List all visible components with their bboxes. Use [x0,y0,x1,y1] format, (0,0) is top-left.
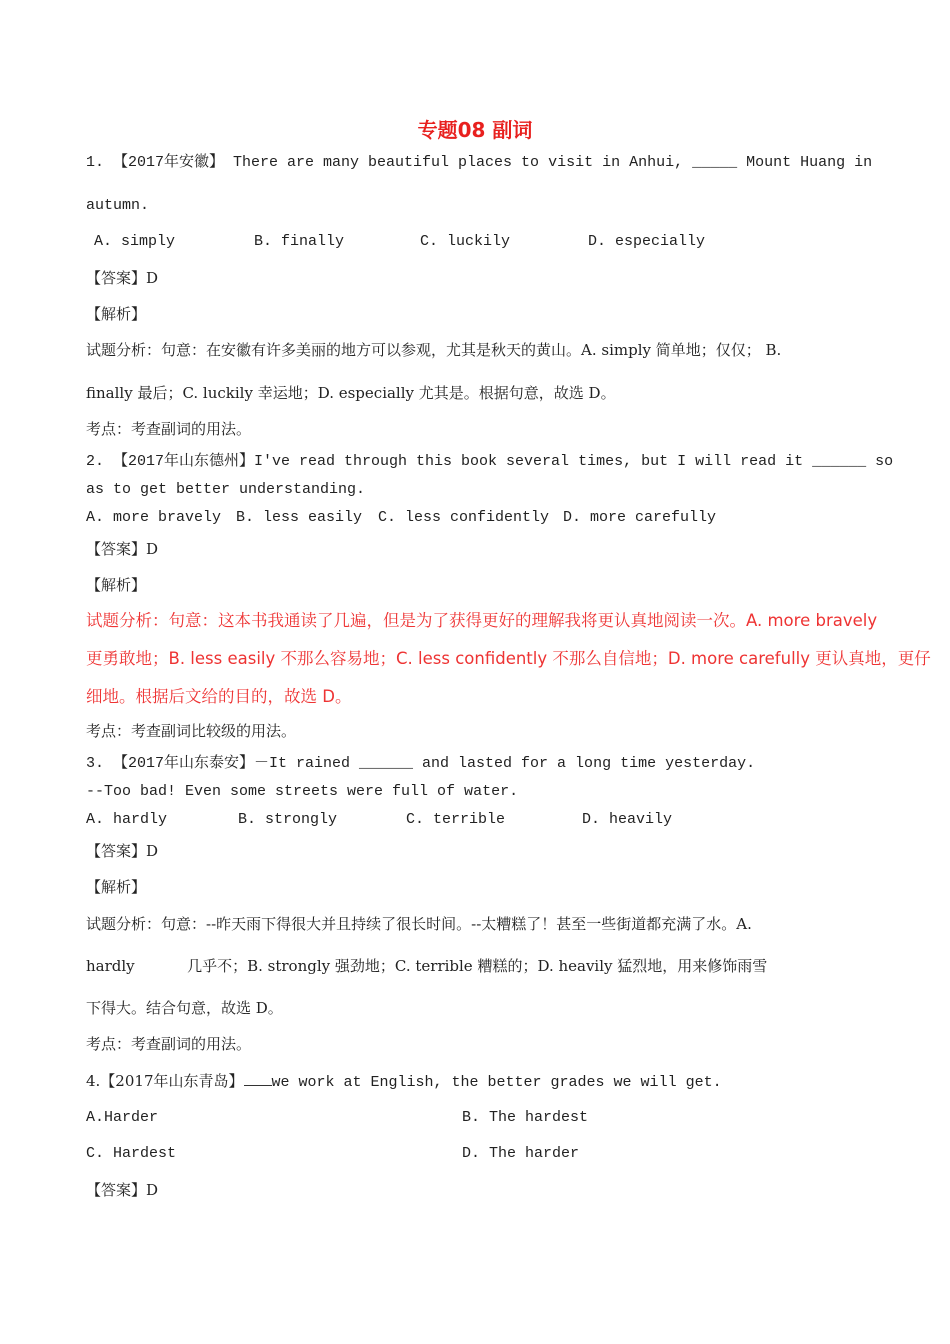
q2-point: 考点：考查副词比较级的用法。 [86,722,297,740]
q1-stem-line2: autumn. [86,197,150,214]
q2-stem-line1: 2. 【2017年山东德州】I've read through this book several times, but I will read it ______ so [86,453,894,470]
q1-option-a: A. simply [94,233,176,250]
q2-option-c: C. less confidently [378,509,550,526]
q2-option-a: A. more bravely [86,509,222,526]
q2-option-d: D. more carefully [563,509,717,526]
q1-answer: 【答案】D [86,269,159,287]
q1-option-d: D. especially [588,233,706,250]
q1-point: 考点：考查副词的用法。 [86,420,252,438]
q1-stem-line1: 1. 【2017年安徽】 There are many beautiful places to visit in Anhui, _____ Mount Huang in [86,154,873,171]
q2-analysis-label: 【解析】 [86,576,147,594]
q3-analysis-line3: 下得大。结合句意，故选 D。 [86,999,283,1017]
q1-option-c: C. luckily [420,233,511,250]
q4-stem-prefix: 4.【2017年山东青岛】 [86,1072,244,1090]
q4-answer: 【答案】D [86,1181,159,1199]
q2-stem-line2: as to get better understanding. [86,481,366,498]
q3-analysis-line1: 试题分析：句意：--昨天雨下得很大并且持续了很长时间。--太糟糕了！甚至一些街道都充满了水。A. [86,915,752,933]
q1-option-b: B. finally [254,233,345,250]
q3-analysis-label: 【解析】 [86,878,147,896]
q2-option-b: B. less easily [236,509,363,526]
q3-option-a: A. hardly [86,811,168,828]
q4-option-d: D. The harder [462,1145,580,1162]
q3-option-d: D. heavily [582,811,673,828]
page-title: 专题08 副词 [417,118,533,142]
q4-stem [86,1071,722,1093]
q4-option-b: B. The hardest [462,1109,589,1126]
q3-answer: 【答案】D [86,842,159,860]
q3-point: 考点：考查副词的用法。 [86,1035,252,1053]
q3-stem-line2: --Too bad! Even some streets were full of water. [86,783,519,800]
q4-stem-rest: we work at English, the better grades we will get. [271,1074,722,1091]
q2-analysis-line2: 更勇敢地；B. less easily 不那么容易地；C. less confidently 不那么自信地；D. more carefully 更认真地，更仔 [86,649,931,668]
q3-analysis-line2: hardly 几乎不；B. strongly 强劲地；C. terrible 糟糕的；D. heavily 猛烈地，用来修饰雨雪 [86,957,768,975]
q1-analysis-label: 【解析】 [86,305,147,323]
q2-analysis-line1: 试题分析：句意：这本书我通读了几遍，但是为了获得更好的理解我将更认真地阅读一次。A. more bravely [86,611,878,630]
q3-option-c: C. terrible [406,811,506,828]
q2-analysis-line3: 细地。根据后文给的目的，故选 D。 [86,687,352,706]
q4-option-a: A.Harder [86,1109,159,1126]
q1-analysis-line1: 试题分析：句意：在安徽有许多美丽的地方可以参观，尤其是秋天的黄山。A. simply 简单地；仅仅； B. [86,341,782,359]
q4-option-c: C. Hardest [86,1145,177,1162]
q1-analysis-line2: finally 最后；C. luckily 幸运地；D. especially 尤其是。根据句意，故选 D。 [86,384,616,402]
q2-answer: 【答案】D [86,540,159,558]
q3-stem-line1: 3. 【2017年山东泰安】－It rained ______ and lasted for a long time yesterday. [86,755,756,772]
q4-blank [244,1071,272,1086]
q3-option-b: B. strongly [238,811,338,828]
